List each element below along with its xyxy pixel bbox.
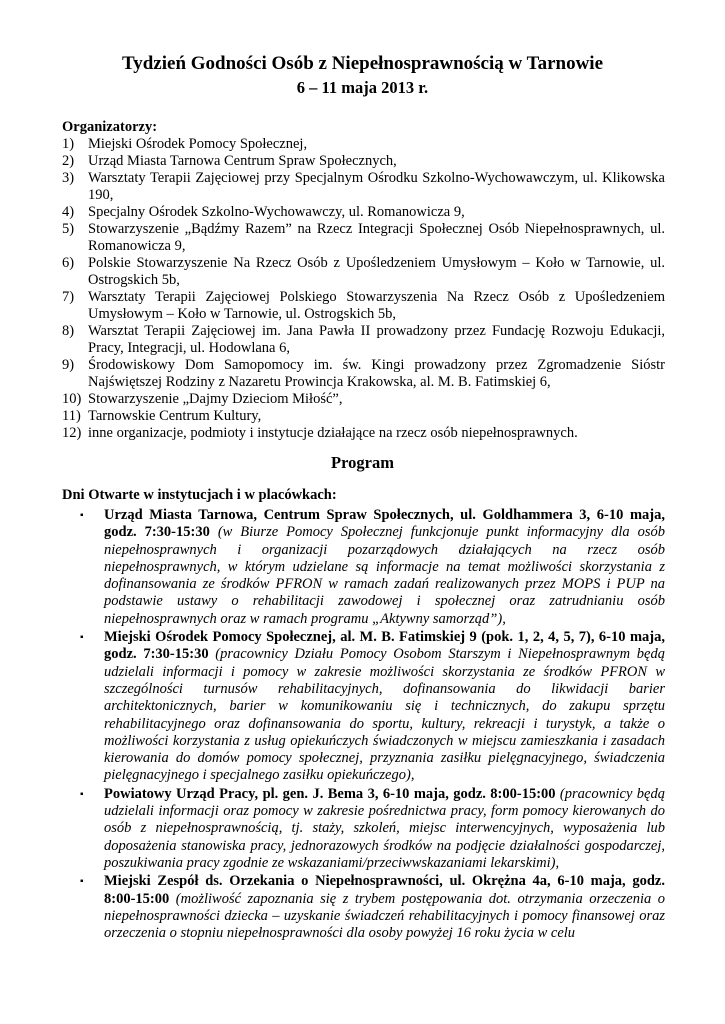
- list-item: [62, 357, 665, 391]
- item-number: 11): [62, 408, 81, 424]
- item-text: [104, 629, 665, 785]
- open-days-heading: Dni Otwarte w instytucjach i w placówkach:: [62, 487, 337, 503]
- item-number: 12): [62, 425, 82, 441]
- list-item: [62, 204, 665, 221]
- item-number: 6): [62, 255, 75, 271]
- list-item: [62, 391, 665, 408]
- item-text: Miejski Ośrodek Pomocy Społecznej,: [88, 136, 308, 152]
- item-location: Miejski Zespół ds. Orzekania o Niepełnosprawności, ul. Okrężna 4a, 6-10 maja, godz. 8:00-15:00: [104, 873, 665, 907]
- document-title: Tydzień Godności Osób z Niepełnosprawnością w Tarnowie: [121, 53, 604, 74]
- list-item: [80, 507, 665, 628]
- item-text: Urząd Miasta Tarnowa Centrum Spraw Społecznych,: [88, 153, 397, 169]
- item-number: 2): [62, 153, 75, 169]
- item-text: Warsztaty Terapii Zajęciowej przy Specjalnym Ośrodku Szkolno-Wychowawczym, ul. Klikowska 190,: [88, 170, 665, 203]
- item-number: 5): [62, 221, 75, 237]
- item-description: (możliwość zapoznania się z trybem postępowania dot. otrzymania orzeczenia o niepełnosprawności dziecka – uzyskanie świadczeń rehabilitacyjnych i pomocy finansowej oraz orzeczenia o stopniu niepełnosprawności dla osoby powyżej 16 roku życia w celu: [104, 890, 665, 942]
- list-item: [80, 629, 665, 785]
- item-text: Polskie Stowarzyszenie Na Rzecz Osób z Upośledzeniem Umysłowym – Koło w Tarnowie, ul. Ostrogskich 5b,: [88, 255, 665, 288]
- list-item: [62, 136, 665, 153]
- list-item: [62, 153, 665, 170]
- list-item: [80, 873, 665, 942]
- item-description: (pracownicy Działu Pomocy Osobom Starszym i Niepełnosprawnym będą udzielali informacji i pomocy w zakresie możliwości skorzystania ze środków PFRON w szczególności turnusów rehabilitacyjnych, dofinansowania do likwidacji barier architektonicznych, barier w komunikowaniu się i technicznych, do zakupu sprzętu rehabilitacyjnego oraz dofinansowania do sportu, kultury, rekreacji i turystyk, a także o możliwości korzystania z usług opiekuńczych świadczonych w miejscu zamieszkania i zasadach kierowania do domów pomocy społecznej, przyznania zasiłku pielęgnacyjnego, świadczenia pielęgnacyjnego i specjalnego zasiłku opiekuńczego),: [104, 646, 665, 784]
- list-item: [80, 786, 665, 872]
- item-number: 8): [62, 323, 75, 339]
- bullet-icon: ▪: [80, 510, 84, 521]
- item-text: inne organizacje, podmioty i instytucje działające na rzecz osób niepełnosprawnych.: [88, 425, 578, 441]
- item-text: [104, 786, 665, 872]
- item-number: 10): [62, 391, 82, 407]
- item-number: 4): [62, 204, 75, 220]
- item-number: 1): [62, 136, 75, 152]
- program-heading: Program: [331, 453, 394, 472]
- item-text: Warsztaty Terapii Zajęciowej Polskiego Stowarzyszenia Na Rzecz Osób z Upośledzeniem Umysłowym – Koło w Tarnowie, ul. Ostrogskich 5b,: [88, 289, 665, 322]
- item-text: Tarnowskie Centrum Kultury,: [88, 408, 262, 424]
- organizers-list: [62, 136, 665, 442]
- item-text: Środowiskowy Dom Samopomocy im. św. Kingi prowadzony przez Zgromadzenie Sióstr Najświętszej Rodziny z Nazaretu Prowincja Krakowska, al. M. B. Fatimskiej 6,: [88, 357, 665, 390]
- item-location: Powiatowy Urząd Pracy, pl. gen. J. Bema 3, 6-10 maja, godz. 8:00-15:00: [104, 785, 556, 802]
- list-item: [62, 408, 665, 425]
- item-text: Specjalny Ośrodek Szkolno-Wychowawczy, ul. Romanowicza 9,: [88, 204, 465, 220]
- list-item: [62, 170, 665, 204]
- item-text: [104, 507, 665, 628]
- item-description: (w Biurze Pomocy Społecznej funkcjonuje punkt informacyjny dla osób niepełnosprawnych i organizacji pozarządowych działających na rzecz osób niepełnosprawnych, w którym udzielane są informacje na temat możliwości skorzystania z dofinansowania ze środków PFRON w ramach zadań realizowanych przez MOPS i PUP na podstawie ustawy o rehabilitacji zawodowej i społecznej oraz zatrudnianiu osób niepełnosprawnych oraz w ramach programu „Aktywny samorząd”),: [104, 524, 665, 627]
- item-location: Urząd Miasta Tarnowa, Centrum Spraw Społecznych, ul. Goldhammera 3, 6-10 maja, godz. 7:30-15:30: [104, 507, 665, 541]
- item-number: 7): [62, 289, 75, 305]
- program-list: [80, 507, 665, 943]
- list-item: [62, 289, 665, 323]
- item-number: 3): [62, 170, 75, 186]
- item-location: Miejski Ośrodek Pomocy Społecznej, al. M. B. Fatimskiej 9 (pok. 1, 2, 4, 5, 7), 6-10 maja, godz. 7:30-15:30: [104, 629, 665, 663]
- event-dates: 6 – 11 maja 2013 r.: [296, 78, 429, 97]
- list-item: [62, 323, 665, 357]
- item-text: Stowarzyszenie „Bądźmy Razem” na Rzecz Integracji Społecznej Osób Niepełnosprawnych, ul. Romanowicza 9,: [88, 221, 665, 254]
- organizers-heading: Organizatorzy:: [62, 119, 158, 135]
- list-item: [62, 221, 665, 255]
- item-description: (pracownicy będą udzielali informacji oraz pomocy w zakresie pośrednictwa pracy, form pomocy kierowanych do osób z niepełnosprawnością, tj. staży, szkoleń, miejsc interwencyjnych, wyposażenia lub doposażenia stanowiska pracy, jednorazowych środków na podjęcie działalności gospodarczej, poszukiwania pracy zgodnie ze wskazaniami/przeciwwskazaniami lekarskimi),: [104, 785, 665, 871]
- item-text: Stowarzyszenie „Dajmy Dzieciom Miłość”,: [88, 391, 343, 407]
- item-text: [104, 873, 665, 942]
- bullet-icon: ▪: [80, 632, 84, 644]
- bullet-icon: ▪: [80, 876, 84, 888]
- bullet-icon: ▪: [80, 788, 84, 800]
- item-text: Warsztat Terapii Zajęciowej im. Jana Pawła II prowadzony przez Fundację Rozwoju Edukacji, Pracy, Integracji, ul. Hodowlana 6,: [88, 323, 665, 356]
- item-number: 9): [62, 357, 75, 373]
- list-item: [62, 425, 665, 442]
- list-item: [62, 255, 665, 289]
